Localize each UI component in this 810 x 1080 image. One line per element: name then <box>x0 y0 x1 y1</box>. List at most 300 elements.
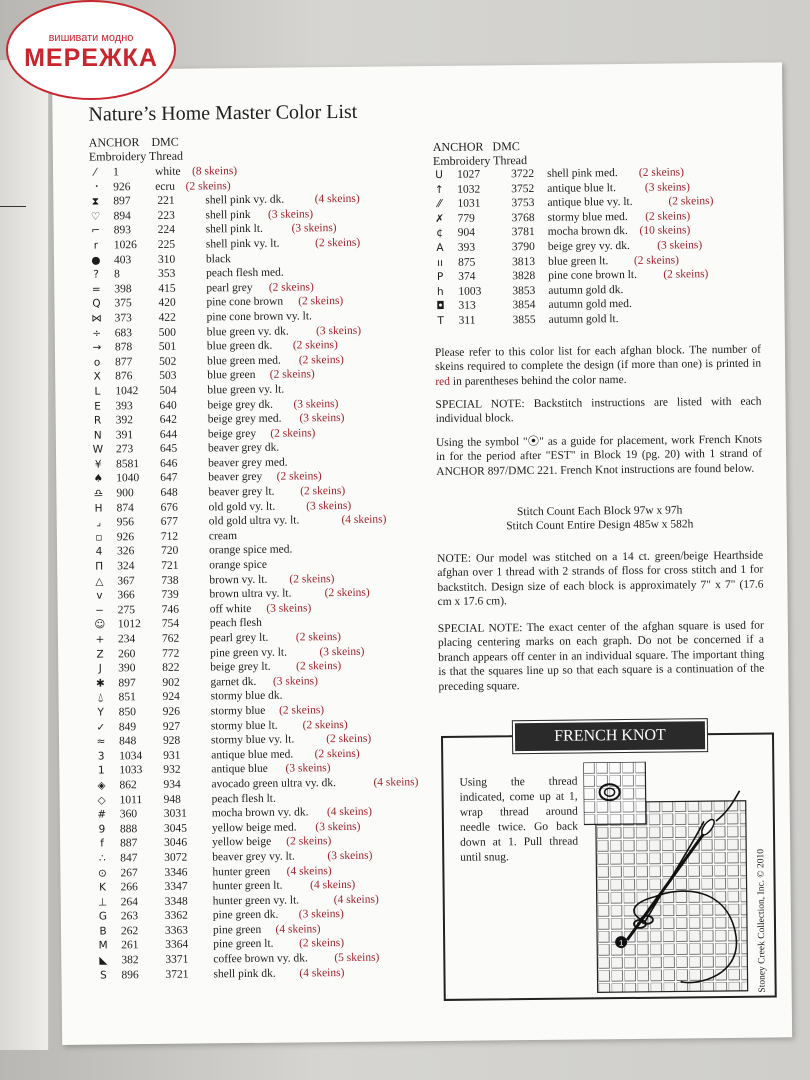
stitch-symbol: v <box>96 589 103 602</box>
anchor-number: 893 <box>113 224 131 237</box>
stitch-symbol: ✓ <box>96 721 106 734</box>
skein-count: (8 skeins) <box>192 165 238 178</box>
dmc-number: 502 <box>158 355 177 368</box>
color-name: shell pink lt. <box>205 223 263 236</box>
dmc-number: 3854 <box>512 299 536 312</box>
stitch-symbol: 1 <box>97 764 105 777</box>
color-name: blue green vy. dk. <box>206 325 289 338</box>
anchor-number: 390 <box>118 662 136 675</box>
dmc-number: 932 <box>163 764 181 777</box>
dmc-number: 3045 <box>163 822 188 835</box>
logo-brand: МЕРЕЖКА <box>24 44 158 72</box>
color-name: orange spice med. <box>208 543 293 557</box>
anchor-number: 1040 <box>116 472 140 485</box>
stitch-symbol: ⌐ <box>91 224 101 237</box>
anchor-number: 876 <box>115 370 133 383</box>
color-name: autumn gold med. <box>548 298 632 312</box>
color-name: shell pink vy. dk. <box>205 193 285 207</box>
skein-count: (2 skeins) <box>298 295 344 308</box>
dmc-number: 225 <box>157 238 176 251</box>
dmc-number: 721 <box>161 559 179 572</box>
stitch-symbol: ♠ <box>93 472 104 486</box>
anchor-number: 847 <box>120 852 138 865</box>
color-name: pine cone brown lt. <box>548 269 638 282</box>
anchor-number: 263 <box>120 910 139 923</box>
anchor-number: 326 <box>116 545 135 558</box>
stitch-symbol: ıı <box>437 256 444 269</box>
dmc-number: 772 <box>162 647 180 660</box>
skein-count: (2 skeins) <box>302 718 348 731</box>
color-name: pine cone brown vy. lt. <box>206 310 312 324</box>
anchor-number: 403 <box>113 253 132 266</box>
skein-count: (2 skeins) <box>185 179 231 193</box>
anchor-number: 392 <box>115 414 133 427</box>
stitch-symbol: ⍙ <box>97 691 104 704</box>
dmc-number: 503 <box>159 370 177 383</box>
stitch-symbol: o <box>93 356 101 369</box>
anchor-number: 848 <box>118 735 137 748</box>
stitch-symbol: ⁄⁄ <box>437 198 442 211</box>
skein-count: (2 skeins) <box>269 368 315 382</box>
stitch-symbol: P <box>436 271 444 284</box>
anchor-number: 266 <box>120 881 138 894</box>
stitch-symbol: ? <box>93 268 99 281</box>
color-name: yellow beige <box>212 836 272 849</box>
skein-count: (2 skeins) <box>286 835 332 848</box>
page-edge-rule <box>0 206 26 207</box>
skein-count: (2 skeins) <box>295 631 341 644</box>
dmc-number: 934 <box>163 778 181 791</box>
dmc-number: 746 <box>161 603 179 616</box>
shop-logo <box>6 0 176 100</box>
skein-count: (4 skeins) <box>326 805 373 819</box>
dmc-number: 3363 <box>164 924 189 937</box>
color-name: blue green dk. <box>206 339 273 353</box>
color-name: hunter green <box>212 865 271 878</box>
anchor-number: 264 <box>120 895 139 909</box>
dmc-number: 3790 <box>511 240 535 254</box>
stitch-symbol: ⋈ <box>91 312 102 325</box>
anchor-number: 374 <box>458 270 476 283</box>
stitch-symbol: ⊙ <box>97 866 107 880</box>
color-name: peach flesh <box>209 617 262 630</box>
skein-count: (2 skeins) <box>663 268 709 281</box>
color-name: beaver grey med. <box>208 456 288 470</box>
stitch-symbol: ⊥ <box>98 896 108 909</box>
color-name: avocado green ultra vy. dk. <box>211 777 336 791</box>
skein-count: (3 skeins) <box>272 675 319 688</box>
color-name: coffee brown vy. dk. <box>213 952 308 966</box>
skein-note-text-a: Please refer to this color list for each afghan block. The number of skeins required to complete the design (if more than one) is printed in <box>434 343 762 374</box>
anchor-number: 260 <box>118 647 136 660</box>
skein-count: (3 skeins) <box>644 180 690 194</box>
anchor-number: 382 <box>121 954 139 967</box>
thread-header-right: Embroidery Thread <box>432 153 528 169</box>
anchor-number: 393 <box>115 399 133 412</box>
color-name: black <box>205 252 231 265</box>
color-name: antique blue lt. <box>547 181 616 195</box>
skein-count: (3 skeins) <box>298 908 344 921</box>
stitch-symbol: ↑ <box>434 183 444 196</box>
stitch-symbol: J <box>98 662 102 675</box>
stitch-symbol: W <box>92 443 104 456</box>
french-knot-panel <box>441 726 777 1000</box>
dmc-number: 3031 <box>163 807 187 820</box>
dmc-number: 645 <box>159 442 178 456</box>
color-name: pine green lt. <box>213 938 274 951</box>
stitch-symbol: N <box>93 429 102 442</box>
dmc-number: 642 <box>159 413 177 426</box>
anchor-number: 367 <box>117 574 135 587</box>
dmc-number: 754 <box>161 618 180 631</box>
stitch-symbol: ♡ <box>90 210 101 223</box>
dmc-number: 422 <box>158 311 176 324</box>
skein-note-text-b: in parentheses behind the color name. <box>449 373 627 388</box>
anchor-number: 1012 <box>117 618 141 631</box>
stitch-symbol: ◣ <box>99 954 108 967</box>
dmc-number: 415 <box>158 282 176 295</box>
color-name: stormy blue vy. lt. <box>210 733 295 747</box>
dmc-number: 3853 <box>512 284 536 297</box>
anchor-number: 313 <box>458 299 476 313</box>
stitch-symbol: ▫ <box>95 531 103 544</box>
stitch-symbol: S <box>100 969 107 982</box>
dmc-number: 3768 <box>511 211 535 224</box>
anchor-number: 311 <box>458 314 476 327</box>
dmc-number: 501 <box>158 340 177 354</box>
color-name: hunter green lt. <box>212 879 283 893</box>
color-name: stormy blue <box>210 704 266 718</box>
color-name: antique blue <box>211 763 268 776</box>
dmc-number: 3371 <box>165 953 189 966</box>
french-knot-diagram <box>583 761 750 995</box>
left-column-header <box>89 135 183 164</box>
anchor-number: 1031 <box>457 197 481 210</box>
center-note: SPECIAL NOTE: The exact center of the afghan square is used for placing centering marks on each graph. Do not be concerned if a branch appears off center in an individual square. The important thing is that the squares line up so that each square is a continuation of the preceding square. <box>437 619 765 693</box>
dmc-number: 648 <box>160 486 178 499</box>
copyright-notice: Stoney Creek Collection, Inc. © 2010 <box>756 848 768 993</box>
skein-count: (4 skeins) <box>333 893 379 906</box>
dmc-number: 3752 <box>511 182 535 195</box>
skein-count: (2 skeins) <box>296 660 342 673</box>
stitch-symbol: R <box>93 414 102 427</box>
color-name: beaver grey dk. <box>207 441 280 455</box>
color-name: blue green lt. <box>547 254 609 268</box>
skein-count: (5 skeins) <box>334 951 380 965</box>
dmc-number: 3072 <box>164 851 188 864</box>
anchor-number: 1027 <box>457 168 481 181</box>
dmc-number: 822 <box>162 661 180 675</box>
fabric-grid-large <box>596 801 748 993</box>
stitch-symbol: B <box>99 925 107 938</box>
dmc-number: 3813 <box>511 255 536 268</box>
color-name: autumn gold lt. <box>548 313 619 326</box>
dmc-number: 3721 <box>165 968 189 981</box>
previous-page-edge <box>0 60 49 1050</box>
stitch-symbol: U <box>435 168 444 181</box>
dmc-number: 3828 <box>512 270 536 283</box>
dmc-number: 3364 <box>165 939 189 952</box>
skein-count: (2 skeins) <box>638 166 684 179</box>
color-name: stormy blue dk. <box>210 689 283 703</box>
skein-count: (2 skeins) <box>668 195 714 208</box>
anchor-number: 850 <box>118 706 137 719</box>
left-color-list <box>87 162 426 983</box>
skein-count: (4 skeins) <box>299 966 345 980</box>
stitch-symbol: A <box>436 241 444 254</box>
anchor-number: 1011 <box>119 793 143 806</box>
color-name: brown ultra vy. lt. <box>209 587 292 601</box>
skein-count: (3 skeins) <box>299 412 345 425</box>
anchor-number: 1032 <box>457 183 481 196</box>
dmc-number: 931 <box>163 749 181 762</box>
pattern-page <box>52 62 792 1045</box>
color-name: mocha brown vy. dk. <box>211 806 309 820</box>
skein-count: (3 skeins) <box>267 208 314 221</box>
stitch-symbol: # <box>97 808 107 821</box>
dmc-number: 712 <box>160 530 179 543</box>
stitch-symbol: Π <box>95 560 104 573</box>
color-name: yellow beige med. <box>211 821 297 835</box>
color-name: pine cone brown <box>206 295 284 309</box>
stitch-symbol: ● <box>91 254 101 267</box>
anchor-number: 360 <box>119 808 138 821</box>
anchor-number: 398 <box>114 282 132 296</box>
color-name: beaver grey lt. <box>208 485 275 499</box>
anchor-number: 366 <box>117 589 135 602</box>
logo-tagline: вишивати модно <box>48 32 134 44</box>
skein-count: (4 skeins) <box>341 513 387 527</box>
skein-count: (2 skeins) <box>292 339 338 352</box>
anchor-number: 878 <box>114 341 133 354</box>
color-name: beige grey <box>207 427 257 441</box>
stitch-symbol: 4 <box>95 545 103 559</box>
stitch-symbol: ⠐ <box>91 181 100 194</box>
stitch-symbol: = <box>91 283 101 296</box>
stitch-symbol: ⌟ <box>96 516 102 529</box>
anchor-number: 373 <box>114 312 132 325</box>
color-name: blue green vy. lt. <box>207 383 285 397</box>
model-note: NOTE: Our model was stitched on a 14 ct. green/beige Hearthside afghan over 1 thread with 2 strands of floss for cross stitch and 1 for backstitch. Design size of each block is approximately 7" x 7" (17.6 cm x 17.6 cm). <box>437 549 764 609</box>
dmc-number: 926 <box>162 705 181 718</box>
anchor-number: 904 <box>457 226 476 240</box>
skein-count: (4 skeins) <box>275 923 321 936</box>
anchor-number: 1026 <box>113 239 137 252</box>
skein-count: (2 skeins) <box>645 210 691 223</box>
anchor-number: 1042 <box>115 385 139 398</box>
anchor-number: 261 <box>121 939 139 952</box>
anchor-number: 851 <box>118 691 136 704</box>
color-name: beige grey med. <box>207 412 282 426</box>
stitch-symbol: ♎ <box>93 487 104 500</box>
dmc-number: 928 <box>162 734 181 748</box>
color-name: blue green med. <box>206 354 281 368</box>
color-name: pearl grey lt. <box>209 631 269 645</box>
color-name: peach flesh med. <box>206 266 284 280</box>
color-row <box>95 965 425 983</box>
color-name: shell pink dk. <box>213 967 276 981</box>
stitch-symbol: − <box>95 604 105 617</box>
color-name: stormy blue med. <box>547 210 628 224</box>
color-name: beige grey vy. dk. <box>547 239 630 253</box>
color-name: shell pink vy. lt. <box>205 237 280 251</box>
dmc-number: 3347 <box>164 880 188 893</box>
color-name: old gold vy. lt. <box>208 500 276 514</box>
skein-note-red: red <box>435 375 451 388</box>
stitch-symbol: T <box>437 314 444 327</box>
stitch-symbol: Y <box>97 706 104 719</box>
color-name: blue green <box>207 369 256 382</box>
skein-count: (2 skeins) <box>326 732 372 746</box>
stitch-symbol: ◇ <box>97 794 106 807</box>
french-knot-placement-note: Using the symbol "⦿" as a guide for placement, work French Knots in for the period after "EST" in Block 19 (pg. 20) with 1 strand of ANCHOR 897/DMC 221. French Knot instructions are found below. <box>435 433 763 478</box>
anchor-number: 8 <box>114 268 120 281</box>
color-name: stormy blue lt. <box>210 719 278 732</box>
skein-count: (2 skeins) <box>276 470 322 484</box>
color-name: beaver grey vy. lt. <box>212 850 295 864</box>
anchor-number: 896 <box>121 968 139 981</box>
anchor-header: ANCHOR <box>88 135 140 150</box>
skein-count: (3 skeins) <box>291 222 337 235</box>
anchor-number: 683 <box>114 326 133 339</box>
anchor-number: 324 <box>117 560 135 573</box>
stitch-symbol: Z <box>96 648 104 661</box>
stitch-symbol: △ <box>95 575 104 588</box>
stitch-symbol: ∴ <box>98 852 106 865</box>
dmc-number: 3346 <box>164 866 188 879</box>
stitch-symbol: ÷ <box>92 327 102 340</box>
stitch-symbol: Q <box>92 297 101 310</box>
anchor-number: 900 <box>116 487 134 500</box>
dmc-number: 738 <box>161 574 179 587</box>
stitch-symbol: ¢ <box>436 227 444 240</box>
anchor-number: 887 <box>120 837 138 850</box>
anchor-number: 897 <box>113 195 131 208</box>
skein-count: (4 skeins) <box>373 776 419 789</box>
color-name: shell pink med. <box>547 167 618 180</box>
dmc-number: 644 <box>159 428 178 441</box>
color-name: off white <box>209 602 252 616</box>
skein-note <box>435 343 761 390</box>
anchor-number: 1 <box>113 166 119 179</box>
dmc-number: 739 <box>161 588 179 602</box>
dmc-header: DMC <box>151 134 179 149</box>
dmc-number: 3362 <box>164 909 188 923</box>
stitch-symbol: ✱ <box>95 677 105 690</box>
dmc-color-name: ecru <box>155 180 176 193</box>
anchor-number: 926 <box>116 531 135 544</box>
stitch-symbol: ☺ <box>94 618 106 631</box>
right-column-header <box>433 139 527 168</box>
anchor-number: 8581 <box>116 457 140 471</box>
dmc-number: 223 <box>157 209 175 222</box>
thread-header: Embroidery Thread <box>88 148 184 164</box>
stitch-symbol: ⧗ <box>91 195 100 208</box>
color-name: pine green vy. lt. <box>210 646 288 659</box>
skein-count: (3 skeins) <box>315 820 361 834</box>
anchor-number: 874 <box>116 501 134 515</box>
anchor-number: 234 <box>117 633 136 646</box>
color-name: pine green dk. <box>212 908 279 922</box>
dmc-number: 720 <box>160 545 179 558</box>
stitch-symbol: M <box>98 939 108 953</box>
dmc-number: 647 <box>160 472 178 485</box>
color-name: beige grey dk. <box>207 398 274 411</box>
stitch-symbol: r <box>93 239 99 252</box>
anchor-header-right: ANCHOR <box>432 139 484 155</box>
color-name: beige grey lt. <box>210 660 271 674</box>
stitch-symbol: X <box>93 370 101 383</box>
anchor-number: 375 <box>114 297 132 310</box>
stitch-counts <box>437 503 763 535</box>
stitch-symbol: ≈ <box>96 735 106 748</box>
anchor-number: 926 <box>113 180 131 193</box>
skein-count: (3 skeins) <box>306 499 352 513</box>
anchor-number: 275 <box>117 603 135 617</box>
dmc-number: 646 <box>160 457 178 470</box>
skein-count: (2 skeins) <box>300 485 346 498</box>
anchor-number: 875 <box>457 256 476 269</box>
anchor-number: 779 <box>457 212 475 225</box>
color-name: hunter green vy. lt. <box>212 894 300 908</box>
color-name: old gold ultra vy. lt. <box>208 514 300 528</box>
dmc-number: 500 <box>158 326 177 339</box>
dmc-number: 948 <box>163 793 181 806</box>
anchor-number: 267 <box>120 866 138 879</box>
dmc-number: 762 <box>161 632 180 645</box>
color-name: garnet dk. <box>210 675 257 689</box>
dmc-header-right: DMC <box>492 139 520 154</box>
color-name: beaver grey <box>208 471 263 484</box>
color-name: pine green <box>212 923 262 937</box>
color-name: pearl grey <box>206 281 253 295</box>
dmc-number: 420 <box>158 297 176 310</box>
stitch-symbol: E <box>94 400 101 413</box>
french-knot-instructions: Using the thread indicated, come up at 1, wrap thread around needle twice. Go back down at 1. Pull thread until snug. <box>459 775 579 864</box>
dmc-number: 3781 <box>511 226 535 239</box>
anchor-number: 1033 <box>119 764 143 777</box>
skein-count: (2 skeins) <box>633 254 680 267</box>
skein-count: (10 skeins) <box>639 224 691 238</box>
dmc-number: 3348 <box>164 895 188 908</box>
color-name: peach flesh lt. <box>211 792 276 805</box>
skein-count: (3 skeins) <box>266 602 312 615</box>
stitch-count-block: Stitch Count Each Block 97w x 97h <box>516 504 683 519</box>
skein-count: (3 skeins) <box>327 849 373 863</box>
skein-count: (2 skeins) <box>298 353 344 367</box>
skein-count: (2 skeins) <box>270 426 316 440</box>
stitch-symbol: H <box>94 502 103 515</box>
dmc-number: 640 <box>159 399 177 412</box>
page-title: Nature’s Home Master Color List <box>88 100 358 126</box>
stitch-count-design: Stitch Count Entire Design 485w x 582h <box>506 518 694 533</box>
anchor-number: 888 <box>119 822 138 836</box>
stitch-symbol: K <box>99 881 107 894</box>
skein-count: (3 skeins) <box>315 324 362 337</box>
color-name: cream <box>208 529 238 543</box>
stitch-symbol: L <box>94 385 101 398</box>
color-name: orange spice <box>209 558 268 572</box>
skein-count: (2 skeins) <box>324 586 370 600</box>
entry-point-label: 1 <box>618 938 624 948</box>
backstitch-note: SPECIAL NOTE: Backstitch instructions are listed with each individual block. <box>435 395 762 426</box>
anchor-number: 956 <box>116 516 135 529</box>
anchor-number: 393 <box>457 241 476 254</box>
skein-count: (3 skeins) <box>319 645 365 658</box>
skein-count: (4 skeins) <box>314 192 360 206</box>
skein-count: (4 skeins) <box>310 878 356 892</box>
anchor-number: 273 <box>115 443 134 456</box>
